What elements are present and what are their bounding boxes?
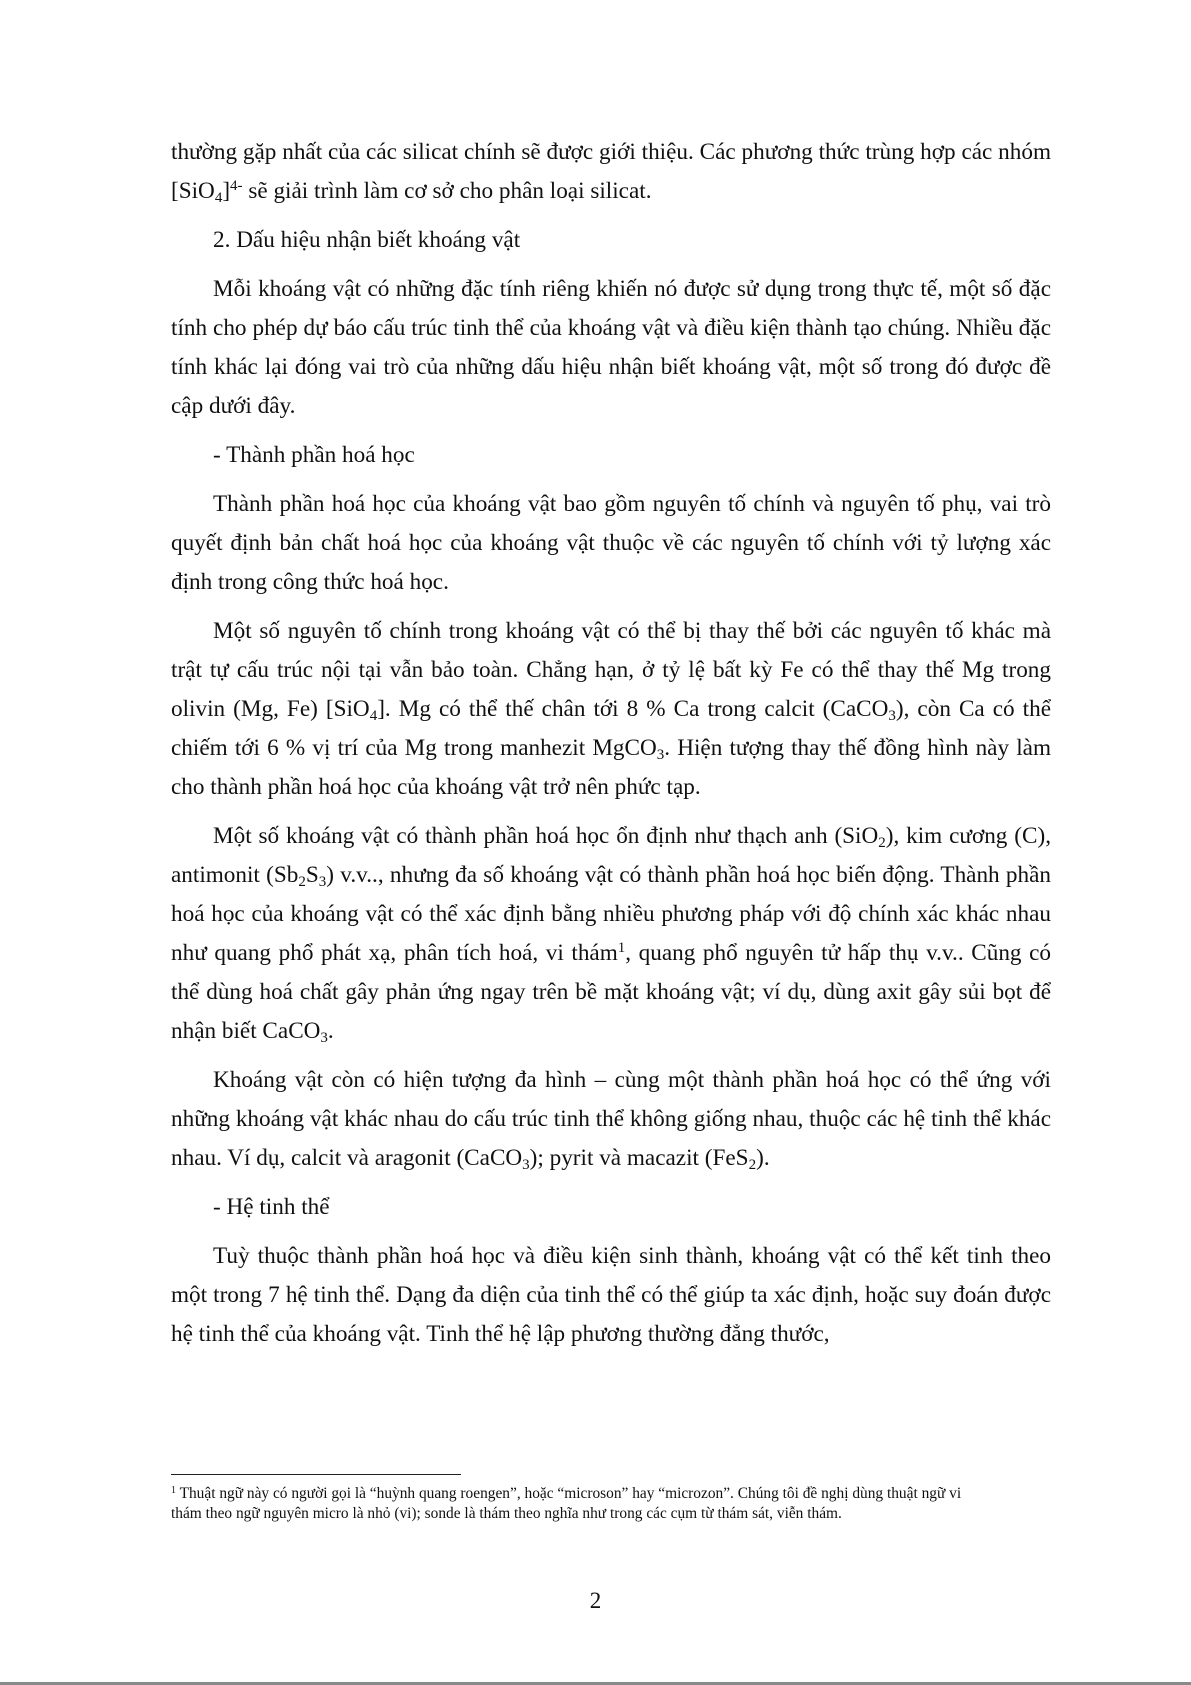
subscript: 2: [298, 873, 306, 890]
text-run: Khoáng vật còn có hiện tượng đa hình – cùng một thành phần hoá học có thể ứng với những khoáng vật khác nhau do cấu trúc tinh thể không giống nhau, thuộc các hệ tinh thể khác nhau. Ví dụ, calcit và aragonit (CaCO: [171, 1067, 1051, 1171]
text-run: sẽ giải trình làm cơ sở cho phân loại silicat.: [242, 178, 652, 204]
subscript: 4: [214, 189, 223, 206]
footnote-reference[interactable]: 1: [617, 939, 626, 956]
text-run: , quang phổ nguyên tử hấp thụ v.v.. Cũng có thể dùng hoá chất gây phản ứng ngay trên bề mặt khoáng vật; ví dụ, dùng axit gây sủi bọt để nhận biết CaCO: [171, 940, 1051, 1044]
text-run: thường gặp nhất của các silicat chính sẽ được giới thiệu. Các phương thức trùng hợp các nhóm [SiO: [171, 139, 1051, 204]
subscript: 3: [656, 746, 665, 763]
footnote-text: Thuật ngữ này có người gọi là “huỳnh quang roengen”, hoặc “microson” hay “microzon”. Chúng tôi đề nghị dùng thuật ngữ vi thám theo ngữ nguyên micro là nhỏ (vi); sonde là thám theo nghĩa như trong các cụm từ thám sát, viễn thám.: [171, 1485, 962, 1522]
footnote-marker: 1: [171, 1485, 176, 1496]
paragraph-crystal-system: Tuỳ thuộc thành phần hoá học và điều kiện sinh thành, khoáng vật có thể kết tinh theo một trong 7 hệ tinh thể. Dạng đa diện của tinh thể có thể giúp ta xác định, hoặc suy đoán được hệ tinh thể của khoáng vật. Tinh thể hệ lập phương thường đẳng thước,: [171, 1243, 1051, 1347]
subscript: 2: [878, 834, 886, 851]
paragraph-polymorphism: [171, 1061, 1051, 1178]
text-run: Một số khoáng vật có thành phần hoá học ổn định như thạch anh (SiO: [213, 823, 879, 849]
paragraph-silicat-continuation: [171, 133, 1051, 211]
text-run: ]: [222, 178, 231, 204]
paragraph-stable-composition: [171, 817, 1051, 1051]
page-body: [171, 133, 1051, 1364]
text-run: ), kim cương (C), antimonit (Sb: [171, 823, 1051, 888]
subheading-crystal-system: - Hệ tinh thể: [213, 1194, 330, 1220]
page-number: 2: [589, 1588, 602, 1613]
text-run: ]. Mg có thể thế chân tới 8 % Ca trong calcit (CaCO: [377, 696, 889, 722]
paragraph-mineral-properties: Mỗi khoáng vật có những đặc tính riêng khiến nó được sử dụng trong thực tế, một số đặc tính cho phép dự báo cấu trúc tinh thể của khoáng vật và điều kiện thành tạo chúng. Nhiều đặc tính khác lại đóng vai trò của những dấu hiệu nhận biết khoáng vật, một số trong đó được đề cập dưới đây.: [171, 276, 1051, 419]
text-run: ), còn Ca có thể chiếm tới 6 % vị trí của Mg trong manhezit MgCO: [171, 696, 1052, 761]
subscript: 4: [369, 707, 378, 724]
text-run: ).: [756, 1145, 770, 1171]
text-run: . Hiện tượng thay thế đồng hình này làm cho thành phần hoá học của khoáng vật trở nên phức tạp.: [171, 735, 1051, 800]
text-run: .: [327, 1018, 334, 1044]
text-run: ) v.v.., nhưng đa số khoáng vật có thành phần hoá học biến động. Thành phần hoá học của khoáng vật có thể xác định bằng nhiều phương pháp với độ chính xác khác nhau như quang phổ phát xạ, phân tích hoá, vi thám: [171, 862, 1051, 966]
text-run: S: [305, 862, 319, 888]
superscript: 4-: [230, 177, 243, 194]
footnote: [171, 1484, 991, 1524]
subscript: 3: [320, 1029, 328, 1046]
paragraph-isomorphic-substitution: [171, 612, 1051, 807]
paragraph-chemical-composition: Thành phần hoá học của khoáng vật bao gồm nguyên tố chính và nguyên tố phụ, vai trò quyết định bản chất hoá học của khoáng vật thuộc về các nguyên tố chính với tỷ lượng xác định trong công thức hoá học.: [171, 491, 1051, 595]
subscript: 3: [522, 1156, 530, 1173]
subscript: 3: [888, 707, 896, 724]
footnote-separator: [171, 1474, 461, 1475]
text-run: ); pyrit và macazit (FeS: [529, 1145, 749, 1171]
subscript: 3: [318, 873, 327, 890]
subheading-chemical-composition: - Thành phần hoá học: [213, 442, 415, 468]
section-heading-identification: 2. Dấu hiệu nhận biết khoáng vật: [213, 227, 521, 253]
subscript: 2: [748, 1156, 757, 1173]
text-run: Một số nguyên tố chính trong khoáng vật có thể bị thay thế bởi các nguyên tố khác mà trật tự cấu trúc nội tại vẫn bảo toàn. Chẳng hạn, ở tỷ lệ bất kỳ Fe có thể thay thế Mg trong olivin (Mg, Fe) [SiO: [171, 618, 1051, 722]
